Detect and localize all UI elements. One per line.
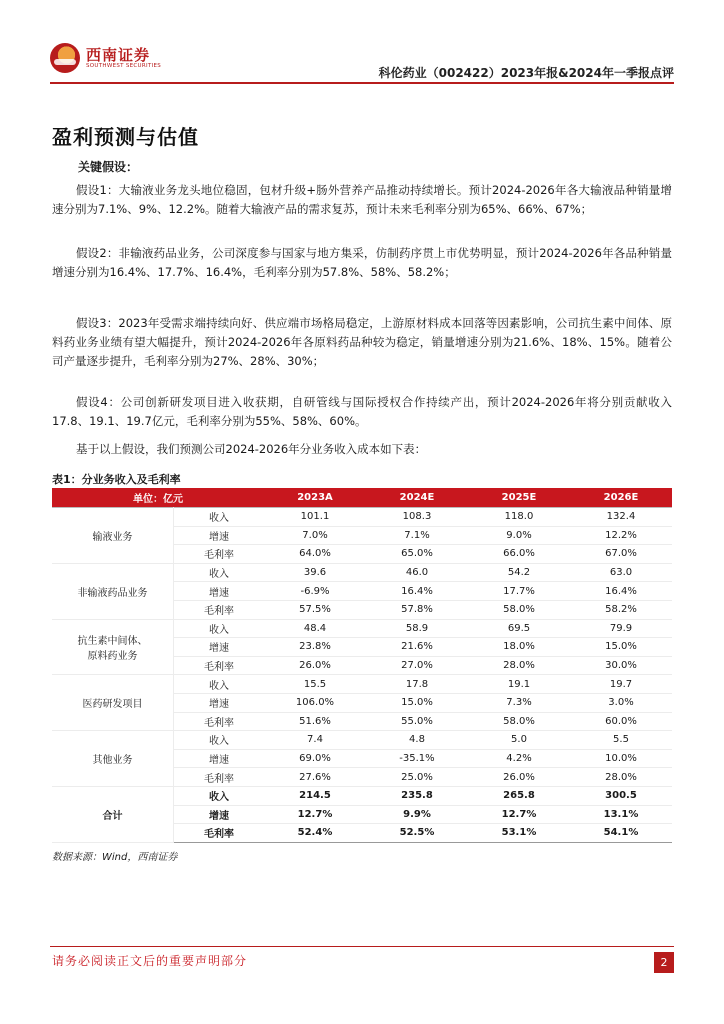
cell: 39.6 — [264, 563, 366, 582]
segment-name — [52, 619, 174, 675]
assumption-4 — [52, 393, 672, 431]
table-header-row — [52, 488, 672, 508]
cell: 27.6% — [264, 768, 366, 787]
assumption-4-text: 假设4：公司创新研发项目进入收获期，自研管线与国际授权合作持续产出，预计2024-2026年将分别贡献收入17.8、19.1、19.7亿元，毛利率分别为55%、58%、60%。 — [52, 395, 672, 428]
cell: -6.9% — [264, 582, 366, 601]
cell: 63.0 — [570, 563, 672, 582]
cell: 79.9 — [570, 619, 672, 638]
segment-revenue-table — [52, 488, 672, 843]
cell: 3.0% — [570, 693, 672, 712]
cell: 300.5 — [570, 786, 672, 805]
segment-name: 医药研发项目 — [52, 675, 174, 731]
cell: 54.1% — [570, 824, 672, 843]
cell: 64.0% — [264, 545, 366, 564]
cell: 17.8 — [366, 675, 468, 694]
cell: 66.0% — [468, 545, 570, 564]
metric-label: 毛利率 — [174, 712, 265, 731]
metric-label: 增速 — [174, 805, 265, 824]
cell: 57.5% — [264, 600, 366, 619]
cell: 57.8% — [366, 600, 468, 619]
cell: 48.4 — [264, 619, 366, 638]
metric-label: 收入 — [174, 786, 265, 805]
header-2026e: 2026E — [570, 488, 672, 508]
header-unit: 单位：亿元 — [52, 488, 264, 508]
cell: 28.0% — [570, 768, 672, 787]
cell: 18.0% — [468, 638, 570, 657]
table-row — [52, 731, 672, 750]
cell: 7.4 — [264, 731, 366, 750]
cell: 108.3 — [366, 508, 468, 527]
cell: 9.0% — [468, 526, 570, 545]
cell: 25.0% — [366, 768, 468, 787]
forecast-intro — [52, 440, 672, 459]
cell: 52.4% — [264, 824, 366, 843]
cell: 58.2% — [570, 600, 672, 619]
cell: 69.5 — [468, 619, 570, 638]
table-caption: 表1：分业务收入及毛利率 — [52, 473, 181, 486]
cell: 27.0% — [366, 656, 468, 675]
cell: 53.1% — [468, 824, 570, 843]
cell: 7.3% — [468, 693, 570, 712]
cell: -35.1% — [366, 749, 468, 768]
cell: 58.9 — [366, 619, 468, 638]
cell: 4.8 — [366, 731, 468, 750]
cell: 55.0% — [366, 712, 468, 731]
section-title: 盈利预测与估值 — [52, 125, 199, 149]
cell: 19.7 — [570, 675, 672, 694]
cell: 7.1% — [366, 526, 468, 545]
cell: 26.0% — [264, 656, 366, 675]
cell: 214.5 — [264, 786, 366, 805]
cell: 60.0% — [570, 712, 672, 731]
forecast-intro-text: 基于以上假设，我们预测公司2024-2026年分业务收入成本如下表： — [76, 442, 427, 456]
cell: 26.0% — [468, 768, 570, 787]
assumption-3 — [52, 314, 672, 371]
cell: 118.0 — [468, 508, 570, 527]
segment-name: 合计 — [52, 786, 174, 842]
cell: 265.8 — [468, 786, 570, 805]
cell: 101.1 — [264, 508, 366, 527]
data-source: 数据来源：Wind，西南证券 — [52, 852, 178, 863]
cell: 12.2% — [570, 526, 672, 545]
cell: 51.6% — [264, 712, 366, 731]
cell: 21.6% — [366, 638, 468, 657]
cell: 5.0 — [468, 731, 570, 750]
header-2023a: 2023A — [264, 488, 366, 508]
table-row — [52, 563, 672, 582]
metric-label: 增速 — [174, 749, 265, 768]
brand-name-en: SOUTHWEST SECURITIES — [86, 62, 162, 69]
assumption-3-text: 假设3：2023年受需求端持续向好、供应端市场格局稳定，上游原材料成本回落等因素影响，公司抗生素中间体、原料药业务业绩有望大幅提升，预计2024-2026年各原料药品种较为稳定，销量增速分别为21.6%、18%、15%。随着公司产量逐步提升，毛利率分别为27%、28%、30%； — [52, 316, 672, 368]
segment-name: 输液业务 — [52, 508, 174, 564]
cell: 67.0% — [570, 545, 672, 564]
cell: 15.0% — [366, 693, 468, 712]
page-number: 2 — [654, 952, 674, 973]
cell: 46.0 — [366, 563, 468, 582]
cell: 10.0% — [570, 749, 672, 768]
metric-label: 毛利率 — [174, 600, 265, 619]
cell: 58.0% — [468, 600, 570, 619]
cell: 4.2% — [468, 749, 570, 768]
segment-name-line2: 原料药业务 — [87, 650, 138, 662]
table-row-total — [52, 786, 672, 805]
cell: 69.0% — [264, 749, 366, 768]
cell: 54.2 — [468, 563, 570, 582]
cell: 17.7% — [468, 582, 570, 601]
segment-name: 其他业务 — [52, 731, 174, 787]
footer-disclaimer: 请务必阅读正文后的重要声明部分 — [52, 954, 248, 968]
assumption-2-text: 假设2：非输液药品业务，公司深度参与国家与地方集采，仿制药序贯上市优势明显，预计2024-2026年各品种销量增速分别为16.4%、17.7%、16.4%，毛利率分别为57.8%、58%、58.2%； — [52, 246, 672, 279]
assumption-2 — [52, 244, 672, 282]
header-2025e: 2025E — [468, 488, 570, 508]
header-divider — [50, 82, 674, 84]
brand-logo-icon — [50, 43, 80, 73]
cell: 23.8% — [264, 638, 366, 657]
header-2024e: 2024E — [366, 488, 468, 508]
metric-label: 毛利率 — [174, 545, 265, 564]
cell: 13.1% — [570, 805, 672, 824]
metric-label: 收入 — [174, 563, 265, 582]
cell: 15.0% — [570, 638, 672, 657]
cell: 16.4% — [570, 582, 672, 601]
segment-name-line1: 抗生素中间体、 — [77, 635, 148, 647]
metric-label: 增速 — [174, 582, 265, 601]
cell: 12.7% — [264, 805, 366, 824]
metric-label: 收入 — [174, 508, 265, 527]
cell: 9.9% — [366, 805, 468, 824]
table-row — [52, 675, 672, 694]
metric-label: 增速 — [174, 638, 265, 657]
assumption-1 — [52, 181, 672, 219]
cell: 16.4% — [366, 582, 468, 601]
cell: 19.1 — [468, 675, 570, 694]
cell: 65.0% — [366, 545, 468, 564]
cell: 28.0% — [468, 656, 570, 675]
cell: 132.4 — [570, 508, 672, 527]
metric-label: 毛利率 — [174, 824, 265, 843]
brand-logo — [50, 43, 161, 73]
cell: 235.8 — [366, 786, 468, 805]
cell: 12.7% — [468, 805, 570, 824]
metric-label: 增速 — [174, 526, 265, 545]
cell: 7.0% — [264, 526, 366, 545]
metric-label: 增速 — [174, 693, 265, 712]
metric-label: 毛利率 — [174, 768, 265, 787]
segment-name: 非输液药品业务 — [52, 563, 174, 619]
cell: 58.0% — [468, 712, 570, 731]
assumption-1-text: 假设1：大输液业务龙头地位稳固，包材升级+肠外营养产品推动持续增长。预计2024-2026年各大输液品种销量增速分别为7.1%、9%、12.2%。随着大输液产品的需求复苏，预计未来毛利率分别为65%、66%、67%； — [52, 183, 672, 216]
brand-name-cn: 西南证券 — [86, 45, 151, 64]
metric-label: 收入 — [174, 731, 265, 750]
table-row — [52, 508, 672, 527]
report-title: 科伦药业（002422）2023年报&2024年一季报点评 — [378, 66, 674, 80]
table-row — [52, 619, 672, 638]
key-assumptions-label: 关键假设： — [78, 160, 139, 174]
metric-label: 毛利率 — [174, 656, 265, 675]
footer-divider — [50, 946, 674, 947]
metric-label: 收入 — [174, 675, 265, 694]
cell: 15.5 — [264, 675, 366, 694]
cell: 52.5% — [366, 824, 468, 843]
cell: 106.0% — [264, 693, 366, 712]
cell: 5.5 — [570, 731, 672, 750]
metric-label: 收入 — [174, 619, 265, 638]
cell: 30.0% — [570, 656, 672, 675]
